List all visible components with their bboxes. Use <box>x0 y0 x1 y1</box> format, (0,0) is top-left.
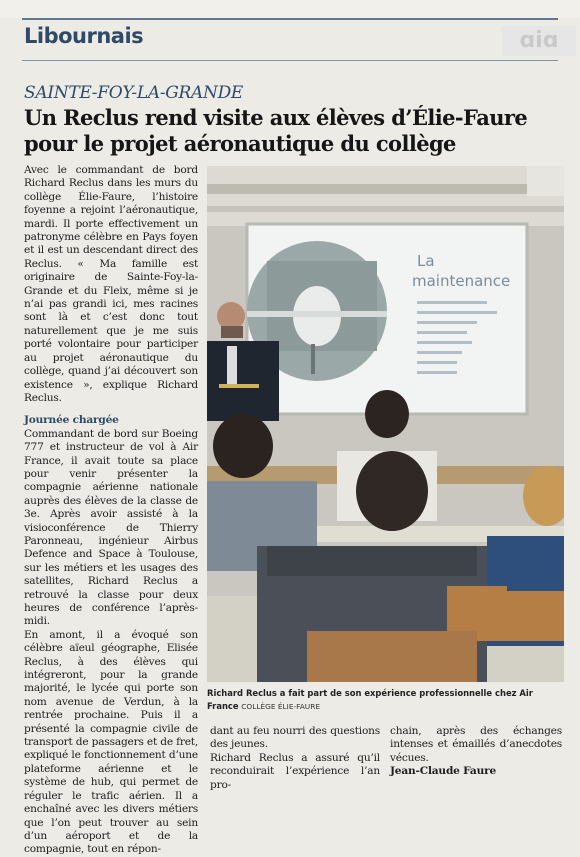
photo-caption <box>207 687 564 713</box>
intro-paragraph: Avec le commandant de bord Richard Reclus dans les murs du collège Élie-Faure, l’histoire foyenne a rejoint l’aéronautique, mardi. Il porte effectivement un patronyme célèbre en Pays foyen et il est un descendant direct des Reclus. « Ma famille est originaire de Sainte-Foy-la-Grande et du Fleix, même si je n’ai pas grandi ici, mes racines sont là et c’est donc tout naturellement que je me suis porté volontaire pour participer au projet aéronautique du collège, quand j’ai découvert son existence », explique Richard Reclus. <box>24 164 198 404</box>
kicker: SAINTE-FOY-LA-GRANDE <box>24 83 244 103</box>
paragraph-3: dant au feu nourri des questions des jeunes. <box>210 725 380 751</box>
classroom-photo <box>207 166 564 682</box>
author-byline: Jean-Claude Faure <box>390 765 497 778</box>
paragraph-5: chain, après des échanges intenses et émaillés d’anecdotes vécues. <box>390 725 562 764</box>
photo-credit: COLLÈGE ÉLIE-FAURE <box>241 702 321 711</box>
headline: Un Reclus rend visite aux élèves d’Élie-Faure pour le projet aéronautique du collège <box>24 105 528 156</box>
article-column-2 <box>210 725 380 792</box>
paragraph-1: Commandant de bord sur Boeing 777 et instructeur de vol à Air France, il avait toute sa place pour venir présenter la compagnie aérienne nationale auprès des élèves de la classe de 3e. Après avoir assisté à la visioconférence de Thierry Paronneau, ingénieur Airbus Defence and Space à Toulouse, sur les métiers et les usages des satellites, Richard Reclus a retrouvé la classe pour deux heures de conférence l’après-midi. <box>24 427 198 628</box>
bleed-through-text: ɒiɒ <box>502 26 576 56</box>
article-photo <box>207 166 564 682</box>
caption-text: Richard Reclus a fait part de son expérience professionnelle chez Air France <box>207 688 533 711</box>
article-column-1 <box>24 164 198 857</box>
section-title: Libournais <box>24 24 144 48</box>
top-rule <box>22 18 558 20</box>
projection-screen <box>247 224 527 414</box>
paragraph-4: Richard Reclus a assuré qu’il reconduirait l’expérience l’an pro- <box>210 751 380 791</box>
slide-title-line2: maintenance <box>412 272 511 290</box>
subheading: Journée chargée <box>24 414 119 427</box>
section-rule <box>22 60 558 61</box>
slide-title-line1: La <box>417 252 435 270</box>
page-top-strip <box>0 0 580 18</box>
article-column-3 <box>390 725 562 779</box>
paragraph-2: En amont, il a évoqué son célèbre aïeul géographe, Elisée Reclus, à des élèves qui intégreront, pour la grande majorité, le lycée qui porte son nom avenue de Verdun, à la rentrée prochaine. Puis il a présenté la compagnie civile de transport de passagers et de fret, expliqué le fonctionnement d’une plateforme aérienne et le système de hub, qui permet de réguler le trafic aérien. Il a enchaîné avec les divers métiers que l’on peut trouver au sein d’un aéroport et de la compagnie, tout en répon- <box>24 628 198 856</box>
